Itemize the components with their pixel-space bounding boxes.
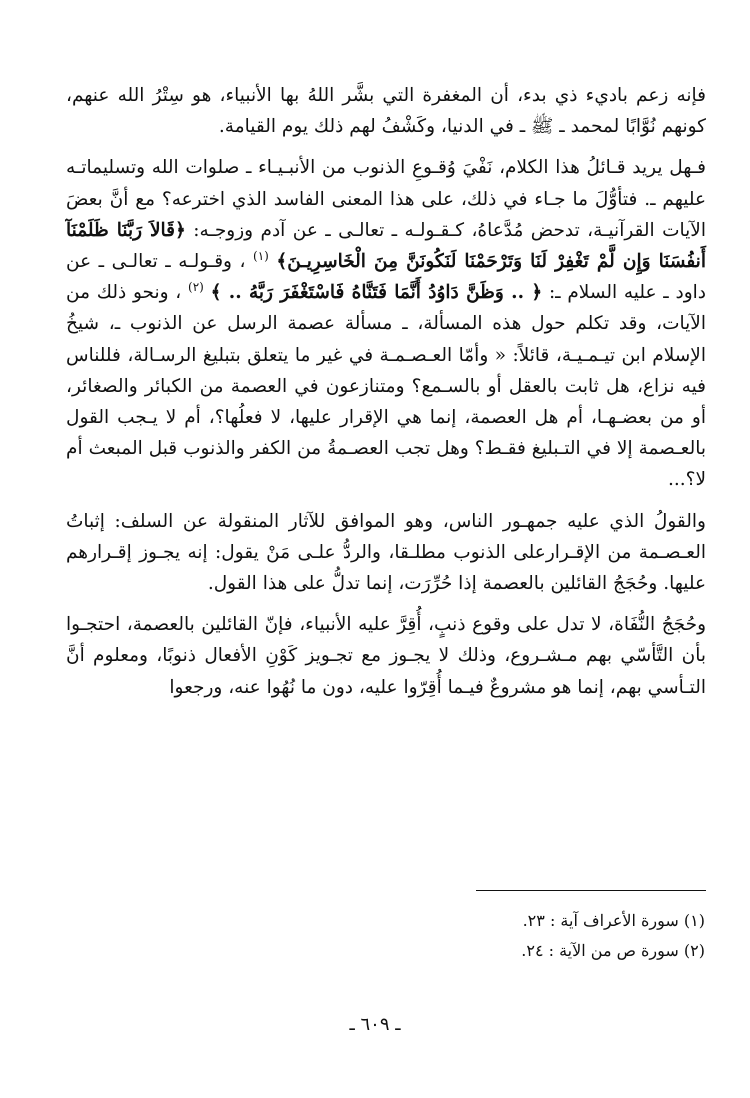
paragraph-4: وحُجَجُ النُّفَاة، لا تدل على وقوع ذنبٍ، أُقِرَّ عليه الأنبياء، فإنّ القائلين بالعصمة، احتجـوا بأن التَّأسّي بهم مـشـروع، وذلك لا يجـوز مع تجـويز كَوْنِ الأفعال ذنوبًا، ومعلوم أنَّ التـأسي بهم، إنما هو مشروعٌ فيـما أُقِرّوا عليه، دون ما نُهُوا عنه، ورجعوا: [66, 614, 706, 698]
footnote-2: (٢) سورة ص من الآية : ٢٤.: [521, 941, 705, 960]
paragraph-3: والقولُ الذي عليه جمهـور الناس، وهو الموافق للآثار المنقولة عن السلف: إثباتُ العـصـمة من الإقـرارعلى الذنوب مطلـقا، والردُّ علـى مَنْ يقول: إنه يجـوز إقـرارهم عليها. وحُجَجُ القائلين بالعصمة إذا حُرِّرَت، إنما تدلُّ على هذا القول.: [66, 510, 706, 595]
page-number: ـ ٦٠٩ ـ: [349, 1014, 401, 1035]
paragraph-2: [66, 152, 706, 495]
footnote-marker-2: (٢): [188, 280, 204, 295]
paragraph-2-ibn-taymiyyah: ، ونحو ذلك من الآيات، وقد تكلم حول هذه المسألة، ـ مسألة عصمة الرسل عن الذنوب ـ، شيخُ الإسلام ابن تيـمـيـة، قائلاً: « وأمّا العـصـمـة في غير ما يتعلق بتبليغ الرسـالة، فللناس فيه نزاع، هل ثابت بالعقل أو بالسـمع؟ ومتنازعون في العصمة من الكبائر والصغائر، أو من بعضـهـا، أم هل العصمة، إنما هي الإقرار عليها، لا فعلُها؟، أم لا يـجب القول بالعـصمة إلا في التـبليغ فقـط؟ وهل تجب العصـمةُ من الكفر والذنوب قبل المبعث أم لا؟...: [66, 282, 706, 491]
footnote-divider: [476, 890, 706, 891]
paragraph-2-text: فـهل يريد قـائلُ هذا الكلام، نَفْيَ وُقـوعِ الذنوب من الأنبـيـاء ـ صلوات الله وتسليماتـه عليهم ـ. فتأوُّلَ ما جـاء في ذلك، على هذا المعنى الفاسد الذي اخترعه؟ مع أنَّ بعضَ الآيات القرآنيـة، تدحض مُدَّعاهُ، كـقـولـه ـ تعالـى ـ عن آدم وزوجـه:: [66, 157, 706, 241]
quran-verse-dawud: ﴿ .. وَظَنَّ دَاوُدُ أَنَّمَا فَتَنَّاهُ فَاسْتَغْفَرَ رَبَّهُ .. ﴾: [210, 282, 543, 304]
quran-verse-adam: ﴿قَالاَ رَبَّنَا ظَلَمْنَآ أَنفُسَنَا وَإِن لَّمْ تَغْفِرْ لَنَا وَتَرْحَمْنَا لَنَكُونَنَّ مِنَ الْخَاسِرِيـنَ﴾: [66, 219, 706, 273]
footnote-marker-1: (١): [253, 248, 269, 263]
paragraph-1: فإنه زعم باديء ذي بدء، أن المغفرة التي بشَّر اللهُ بها الأنبياء، هو سِتْرُ الله عنهم، كونهم نُوَّابًا لمحمد ـ ﷺ ـ في الدنيا، وكَشْفُ لهم ذلك يوم القيامة.: [66, 85, 706, 138]
paragraph-2-continuation: وقـولـه ـ تعالـى ـ عن داود ـ عليه السلام ـ:: [66, 251, 707, 304]
footnote-1: (١) سورة الأعراف آية : ٢٣.: [522, 911, 705, 930]
footnotes: [300, 906, 705, 966]
body-text: [66, 80, 706, 703]
verse-separator: ،: [239, 251, 246, 273]
